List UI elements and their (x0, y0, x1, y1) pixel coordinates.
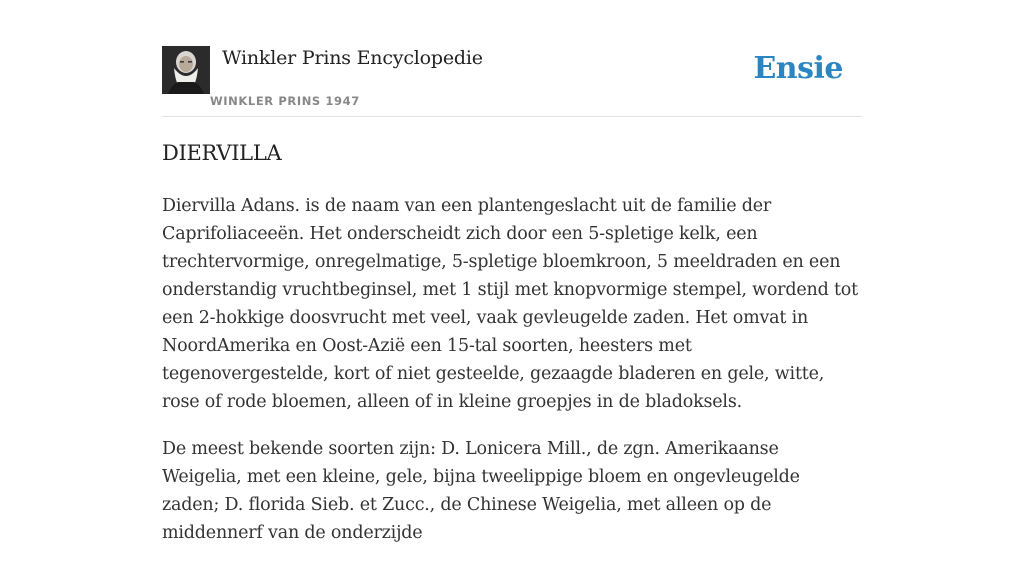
source-subtitle[interactable]: WINKLER PRINS 1947 (210, 94, 360, 108)
source-title[interactable]: Winkler Prins Encyclopedie (222, 47, 483, 69)
bearded-man-portrait-icon (162, 46, 210, 94)
article-paragraph: De meest bekende soorten zijn: D. Lonicera Mill., de zgn. Amerikaanse Weigelia, met een kleine, gele, bijna tweelippige bloem en ongevleugelde zaden; D. florida Sieb. et Zucc., de Chinese Weigelia, met alleen op de middennerf van de onderzijde (162, 439, 800, 543)
article-paragraph: Diervilla Adans. is de naam van een plantengeslacht uit de familie der Caprifoliaceeën. Het onderscheidt zich door een 5-spletige kelk, een trechtervormige, onregelmatige, 5-spletige bloemkroon, 5 meeldraden en een onderstandig vruchtbeginsel, met 1 stijl met knopvormige stempel, wordend tot een 2-hokkige doosvrucht met veel, vaak gevleugelde zaden. Het omvat in NoordAmerika en Oost-Azië een 15-tal soorten, heesters met tegenovergestelde, kort of niet gesteelde, gezaagde bladeren en gele, witte, rose of rode bloemen, alleen of in kleine groepjes in de bladoksels. (162, 196, 858, 412)
avatar[interactable] (162, 46, 210, 94)
brand-logo[interactable]: Ensie (753, 51, 843, 86)
source-header (162, 46, 862, 117)
article-body (162, 192, 862, 566)
article-title: DIERVILLA (162, 141, 282, 165)
